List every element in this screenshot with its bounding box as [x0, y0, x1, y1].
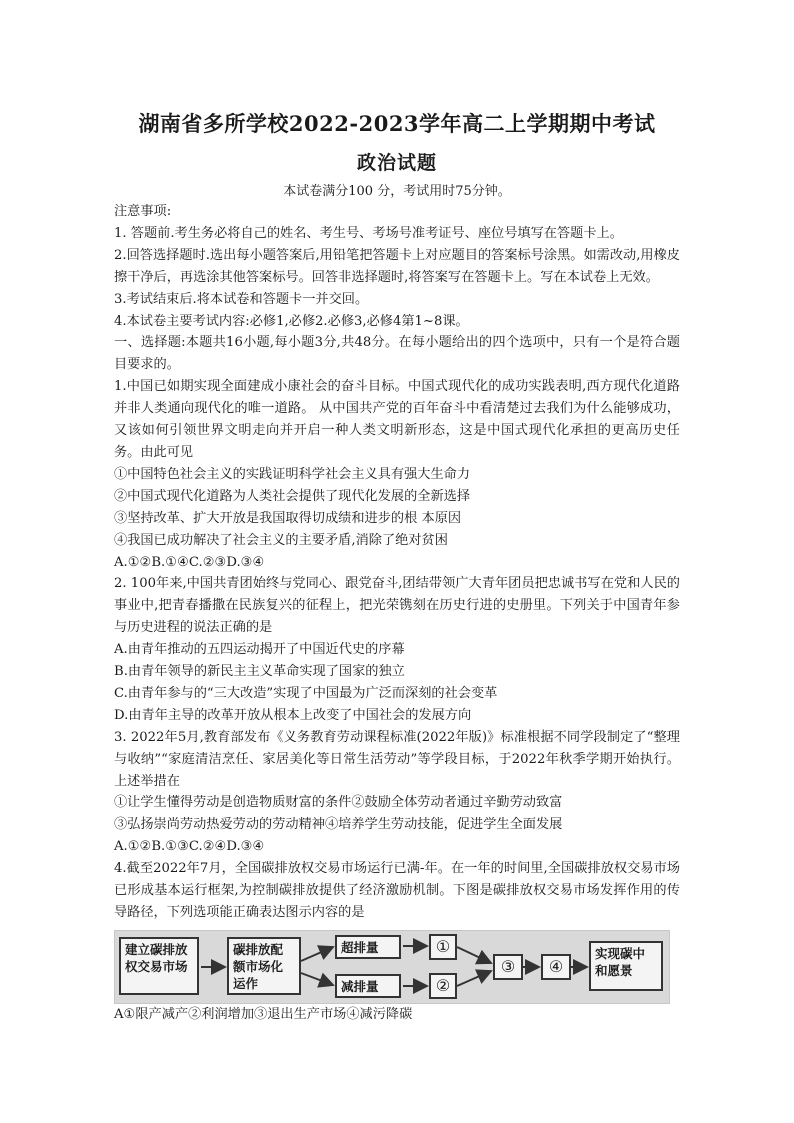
exam-subtitle: 政治试题: [356, 152, 437, 174]
q2-stem: 2. 100年来,中国共青团始终与党同心、跟党奋斗,团结带领广大青年团员把忠诚书写在党和人民的事业中,把青春播撒在民族复兴的征程上，把光荣镌刻在历史行进的史册里。下列关于中国青年参与历史进程的说法正确的是: [114, 576, 680, 636]
q1-options: A.①②B.①④C.②③D.③④: [114, 554, 265, 570]
exam-title: 湖南省多所学校2022-2023学年高二上学期期中考试: [138, 111, 656, 136]
q3-statement: ①让学生懂得劳动是创造物质财富的条件②鼓励全体劳动者通过辛勤劳动致富: [114, 795, 563, 811]
q3-options: A.①②B.①③C.②④D.③④: [114, 839, 265, 855]
section-heading: 一、选择题:本题共16小题,每小题3分,共48分。在每小题给出的四个选项中，只有一个是符合题目要求的。: [114, 335, 680, 373]
arrow: [301, 947, 333, 961]
q1-statement: ②中国式现代化道路为人类社会提供了现代化发展的全新选择: [114, 488, 471, 504]
node-start: 建立碳排放权交易市场: [119, 937, 199, 995]
q1-statement: ④我国已成功解决了社会主义的主要矛盾,消除了绝对贫困: [114, 532, 448, 548]
node-c2: ②: [429, 973, 457, 999]
arrow: [457, 971, 491, 986]
note-item: 2.回答选择题时.选出每小题答案后,用铅笔把答题卡上对应题目的答案标号涂黑。如需改动,用橡皮擦干净后，再选涂其他答案标号。回答非选择题时,将答案写在答题卡上。写在本试卷上无效。: [114, 247, 680, 285]
q1-statement: ①中国特色社会主义的实践证明科学社会主义具有强大生命力: [114, 466, 471, 482]
node-c3: ③: [493, 954, 523, 980]
node-under: 减排量: [335, 974, 401, 998]
q4-options: A①限产减产②利润增加③退出生产市场④减污降碳: [114, 1006, 413, 1022]
note-item: 3.考试结束后.将本试卷和答题卡一并交回。: [114, 291, 369, 307]
node-market: 碳排放配额市场化运作: [227, 937, 301, 995]
carbon-market-diagram: [114, 930, 670, 1004]
exam-meta: 本试卷满分100 分，考试用时75分钟。: [283, 184, 511, 199]
arrow: [457, 947, 491, 963]
q3-stem: 3. 2022年5月,教育部发布《义务教育劳动课程标准(2022年版)》标准根据不同学段制定了“整理与收纳”“家庭清洁烹任、家居美化等日常生活劳动”等学段目标，于2022年秋季学期开始执行。上述举措在: [114, 729, 680, 789]
q2-option: D.由青年主导的改革开放从根本上改变了中国社会的发展方向: [114, 707, 472, 723]
node-c1: ①: [429, 934, 457, 960]
q2-option: A.由青年推动的五四运动揭开了中国近代史的序幕: [114, 642, 405, 658]
q4-stem: 4.截至2022年7月，全国碳排放权交易市场运行已满-年。在一年的时间里,全国碳排放权交易市场已形成基本运行框架,为控制碳排放提供了经济激励机制。下图是碳排放权交易市场发挥作用的传导路径，下列选项能正确表达图示内容的是: [114, 861, 680, 920]
q1-stem: 1.中国已如期实现全面建成小康社会的奋斗目标。中国式现代化的成功实践表明,西方现代化道路并非人类通向现代化的唯一道路。 从中国共产党的百年奋斗中看清楚过去我们为什么能够成功，又该如何引领世界文明走向并开启一种人类文明新形态，这是中国式现代化承担的更高历史任务。由此可见: [114, 379, 680, 460]
q3-statement: ③弘扬崇尚劳动热爱劳动的劳动精神④培养学生劳动技能，促进学生全面发展: [114, 817, 563, 833]
arrow: [301, 973, 333, 985]
q2-option: C.由青年参与的“三大改造”实现了中国最为广泛而深刻的社会变革: [114, 685, 498, 701]
q1-statement: ③坚持改革、扩大开放是我国取得切成绩和进步的根 本原因: [114, 510, 462, 526]
node-c4: ④: [541, 954, 571, 980]
note-item: 1. 答题前.考生务必将自己的姓名、考生号、考场号准考证号、座位号填写在答题卡上。: [114, 225, 623, 241]
exam-body: [114, 201, 680, 1026]
notes-heading: 注意事项:: [114, 204, 172, 219]
node-end: 实现碳中和愿景: [589, 941, 663, 991]
node-over: 超排量: [335, 935, 401, 959]
q2-option: B.由青年领导的新民主主义革命实现了国家的独立: [114, 664, 405, 680]
note-item: 4.本试卷主要考试内容:必修1,必修2.必修3,必修4第1~8课。: [114, 313, 469, 329]
